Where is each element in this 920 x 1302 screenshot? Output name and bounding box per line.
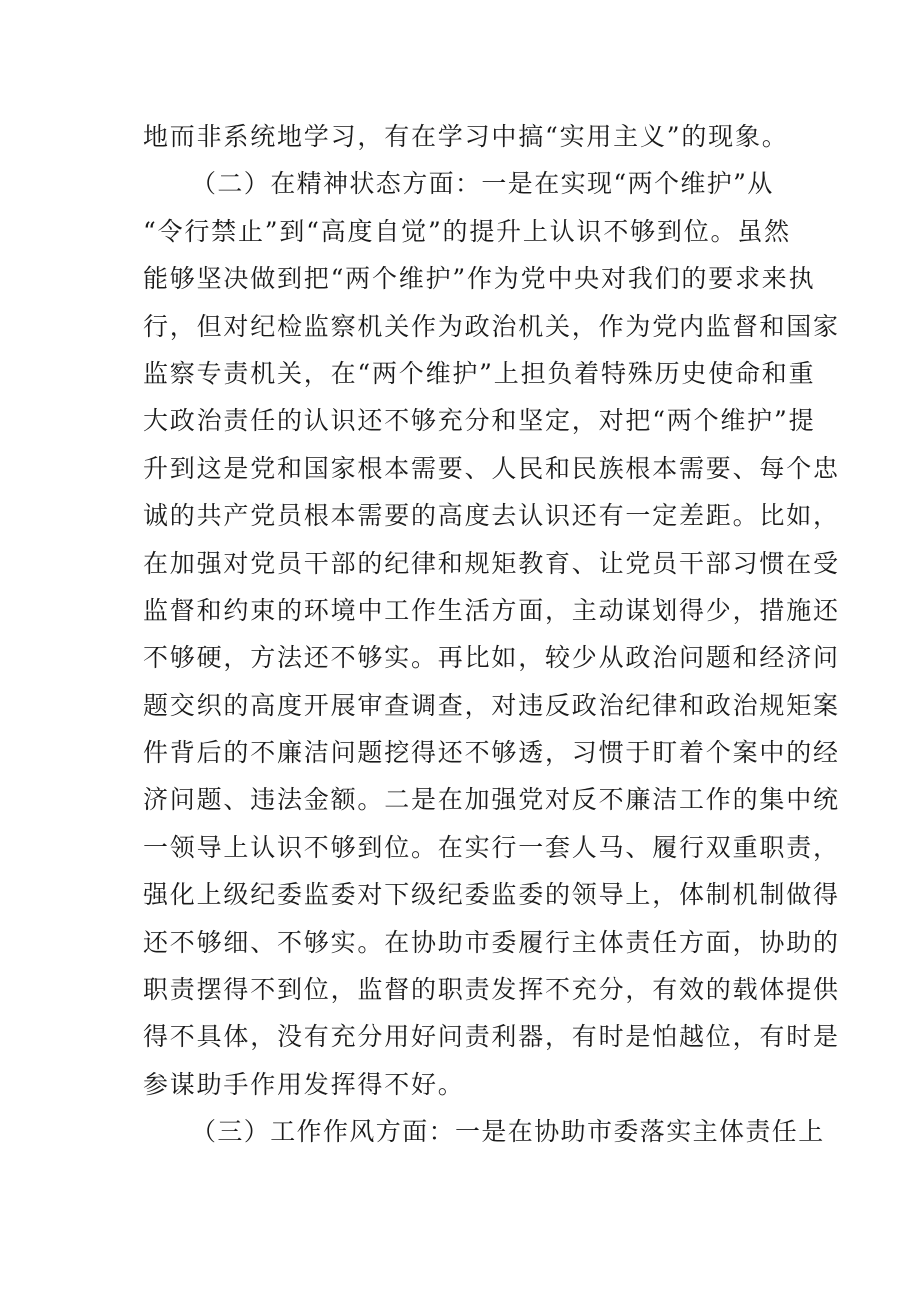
text-line: 参谋助手作用发挥得不好。 (143, 1069, 465, 1099)
text-line: “令行禁止”到“高度自觉”的提升上认识不够到位。虽然 (143, 216, 791, 246)
section-heading-line: （三）工作作风方面：一是在协助市委落实主体责任上 (191, 1117, 825, 1147)
text-line: 能够坚决做到把“两个维护”作为党中央对我们的要求来执 (143, 264, 816, 294)
text-line: 监察专责机关，在“两个维护”上担负着特殊历史使命和重 (143, 358, 816, 388)
text-line: 件背后的不廉洁问题挖得还不够透，习惯于盯着个案中的经 (143, 738, 840, 768)
text-line: 职责摆得不到位，监督的职责发挥不充分，有效的载体提供 (143, 975, 840, 1005)
text-line: 不够硬，方法还不够实。再比如，较少从政治问题和经济问 (143, 643, 840, 673)
text-line: 大政治责任的认识还不够充分和坚定，对把“两个维护”提 (143, 406, 816, 436)
text-line: 得不具体，没有充分用好问责利器，有时是怕越位，有时是 (143, 1022, 840, 1052)
text-line: 济问题、违法金额。二是在加强党对反不廉洁工作的集中统 (143, 785, 840, 815)
text-line: 监督和约束的环境中工作生活方面，主动谋划得少，措施还 (143, 595, 840, 625)
text-line: 强化上级纪委监委对下级纪委监委的领导上，体制机制做得 (143, 880, 840, 910)
text-line: 诚的共产党员根本需要的高度去认识还有一定差距。比如， (143, 501, 840, 531)
text-line: 一领导上认识不够到位。在实行一套人马、履行双重职责， (143, 832, 840, 862)
section-heading-line: （二）在精神状态方面：一是在实现“两个维护”从 (191, 169, 774, 199)
text-line: 行，但对纪检监察机关作为政治机关，作为党内监督和国家 (143, 311, 840, 341)
text-line: 地而非系统地学习，有在学习中搞“实用主义”的现象。 (143, 122, 789, 151)
text-line: 在加强对党员干部的纪律和规矩教育、让党员干部习惯在受 (143, 548, 840, 578)
document-body (143, 113, 840, 1156)
text-line: 题交织的高度开展审查调查，对违反政治纪律和政治规矩案 (143, 690, 840, 720)
text-line: 还不够细、不够实。在协助市委履行主体责任方面，协助的 (143, 927, 840, 957)
text-line: 升到这是党和国家根本需要、人民和民族根本需要、每个忠 (143, 453, 840, 483)
